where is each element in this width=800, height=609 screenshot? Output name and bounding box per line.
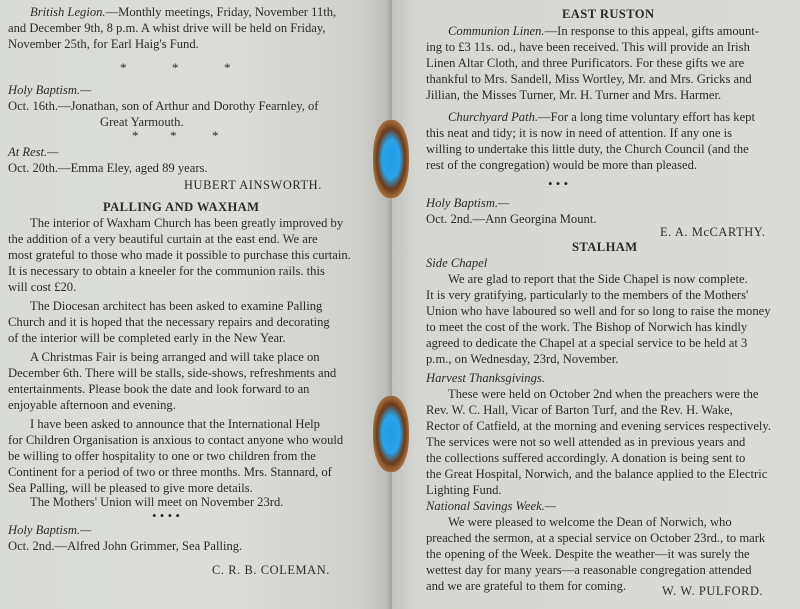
legion-heading: British Legion. <box>30 5 106 19</box>
path-line: rest of the congregation) would be more than pleased. <box>426 158 698 172</box>
at-rest-line: Oct. 20th.—Emma Eley, aged 89 years. <box>8 161 208 175</box>
palling-p5-line: The Mothers' Union will meet on November 23rd. <box>30 495 284 509</box>
palling-p1-line: most grateful to those who made it possible to purchase this curtain. <box>8 248 351 262</box>
legion-line-3: November 25th, for Earl Haig's Fund. <box>8 37 199 51</box>
baptism-line-1: Oct. 16th.—Jonathan, son of Arthur and Dorothy Fearnley, of <box>8 99 319 113</box>
chapel-line: It is very gratifying, particularly to the members of the Mothers' <box>426 288 749 302</box>
harvest-line: Lighting Fund. <box>426 483 502 497</box>
section-title-stalham: STALHAM <box>572 240 638 254</box>
chapel-line: to meet the cost of the work. The Bishop of Norwich has kindly <box>426 320 748 334</box>
palling-p1-line: It is necessary to obtain a kneeler for the communion rails. this <box>8 264 325 278</box>
palling-p3-line: December 6th. There will be stalls, side-shows, refreshments and <box>8 366 337 380</box>
baptism-line: Oct. 2nd.—Ann Georgina Mount. <box>426 212 597 226</box>
chapel-line: p.m., on Wednesday, 23rd, November. <box>426 352 619 366</box>
separator-star: * <box>212 128 219 143</box>
separator-dots: • • • <box>548 176 569 191</box>
harvest-line: the collections suffered accordingly. A donation is being sent to <box>426 451 746 465</box>
harvest-line: The services were not so well attended as in previous years and <box>426 435 746 449</box>
baptism-line: Oct. 2nd.—Alfred John Grimmer, Sea Palling. <box>8 539 243 553</box>
chapel-line: We are glad to report that the Side Chapel is now complete. <box>448 272 748 286</box>
chapel-line: agreed to dedicate the Chapel at a special service to be held at 3 <box>426 336 748 350</box>
palling-p3-line: entertainments. Please book the date and look forward to an <box>8 382 310 396</box>
linen-line: ing to £3 11s. od., have been received. This will provide an Irish <box>426 40 750 54</box>
staple-burn-hole <box>373 120 409 198</box>
harvest-line: Rev. W. C. Hall, Vicar of Barton Turf, and the Rev. H. Wake, <box>426 403 733 417</box>
left-page <box>0 0 392 609</box>
harvest-line: These were held on October 2nd when the preachers were the <box>448 387 759 401</box>
palling-p4-line: Continent for a period of two or three months. Mrs. Stannard, of <box>8 465 332 479</box>
palling-p1-line: The interior of Waxham Church has been greatly improved by <box>30 216 344 230</box>
baptism-line-2: Great Yarmouth. <box>100 115 184 129</box>
signature-ainsworth: HUBERT AINSWORTH. <box>184 178 322 192</box>
chapel-line: Union who have laboured so well and for so long to raise the money <box>426 304 771 318</box>
section-title-palling: PALLING AND WAXHAM <box>103 200 260 214</box>
chapel-heading: Side Chapel <box>426 256 488 270</box>
signature-coleman: C. R. B. COLEMAN. <box>212 563 330 577</box>
path-line: willing to undertake this little duty, the Church Council (and the <box>426 142 749 156</box>
signature-pulford: W. W. PULFORD. <box>662 584 764 598</box>
separator-dots: • • • • <box>152 508 180 523</box>
harvest-line: Rector of Catfield, at the morning and evening services respectively. <box>426 419 772 433</box>
staple-burn-hole <box>373 396 409 472</box>
section-title-east-ruston: EAST RUSTON <box>562 7 655 21</box>
palling-p1-line: will cost £20. <box>8 280 77 294</box>
savings-line: We were pleased to welcome the Dean of Norwich, who <box>448 515 732 529</box>
palling-p2-line: of the interior will be completed early in the New Year. <box>8 331 286 345</box>
savings-heading: National Savings Week.— <box>426 499 557 513</box>
separator-star: * <box>224 60 231 75</box>
at-rest-heading: At Rest.— <box>8 145 59 159</box>
separator-star: * <box>172 60 179 75</box>
palling-p1-line: the addition of a very beautiful curtain at the east end. We are <box>8 232 318 246</box>
legion-line-2: and December 9th, 8 p.m. A whist drive will be held on Friday, <box>8 21 326 35</box>
separator-star: * <box>170 128 177 143</box>
legion-line-1: British Legion.—Monthly meetings, Friday, November 11th, <box>30 5 337 19</box>
baptism-heading: Holy Baptism.— <box>426 196 510 210</box>
savings-line: preached the sermon, at a special service on October 23rd., to mark <box>426 531 766 545</box>
palling-p3-line: A Christmas Fair is being arranged and will take place on <box>30 350 320 364</box>
separator-star: * <box>132 128 139 143</box>
palling-p2-line: The Diocesan architect has been asked to examine Palling <box>30 299 323 313</box>
harvest-line: the Great Hospital, Norwich, and the balance applied to the Electric <box>426 467 768 481</box>
linen-line: Jillian, the Misses Turner, Mr. H. Turner and Mrs. Harmer. <box>426 88 722 102</box>
palling-p4-line: Sea Palling, will be pleased to give more details. <box>8 481 253 495</box>
palling-p2-line: Church and it is hoped that the necessary repairs and decorating <box>8 315 330 329</box>
palling-p4-line: I have been asked to announce that the International Help <box>30 417 320 431</box>
savings-line: the opening of the Week. Despite the weather—it was surely the <box>426 547 750 561</box>
signature-mccarthy: E. A. McCARTHY. <box>660 225 766 239</box>
palling-p4-line: for Children Organisation is anxious to contact anyone who would <box>8 433 344 447</box>
path-heading: Churchyard Path. <box>448 110 539 124</box>
savings-line: and we are grateful to them for coming. <box>426 579 627 593</box>
separator-star: * <box>120 60 127 75</box>
path-line-1: Churchyard Path.—For a long time voluntary effort has kept <box>448 110 755 124</box>
linen-heading: Communion Linen. <box>448 24 545 38</box>
right-page <box>392 0 800 609</box>
baptism-heading: Holy Baptism.— <box>8 523 92 537</box>
palling-p3-line: enjoyable afternoon and evening. <box>8 398 176 412</box>
savings-line: wettest day for many years—a reasonable congregation attended <box>426 563 752 577</box>
path-line: this neat and tidy; it is now in need of attention. If any one is <box>426 126 733 140</box>
linen-line: Linen Altar Cloth, and three Purificators. For these gifts we are <box>426 56 745 70</box>
harvest-heading: Harvest Thanksgivings. <box>426 371 545 385</box>
linen-line: thankful to Mrs. Sandell, Miss Wortley, Mr. and Mrs. Gricks and <box>426 72 752 86</box>
baptism-heading: Holy Baptism.— <box>8 83 92 97</box>
linen-line-1: Communion Linen.—In response to this appeal, gifts amount- <box>448 24 759 38</box>
palling-p4-line: be willing to offer hospitality to one or two children from the <box>8 449 316 463</box>
